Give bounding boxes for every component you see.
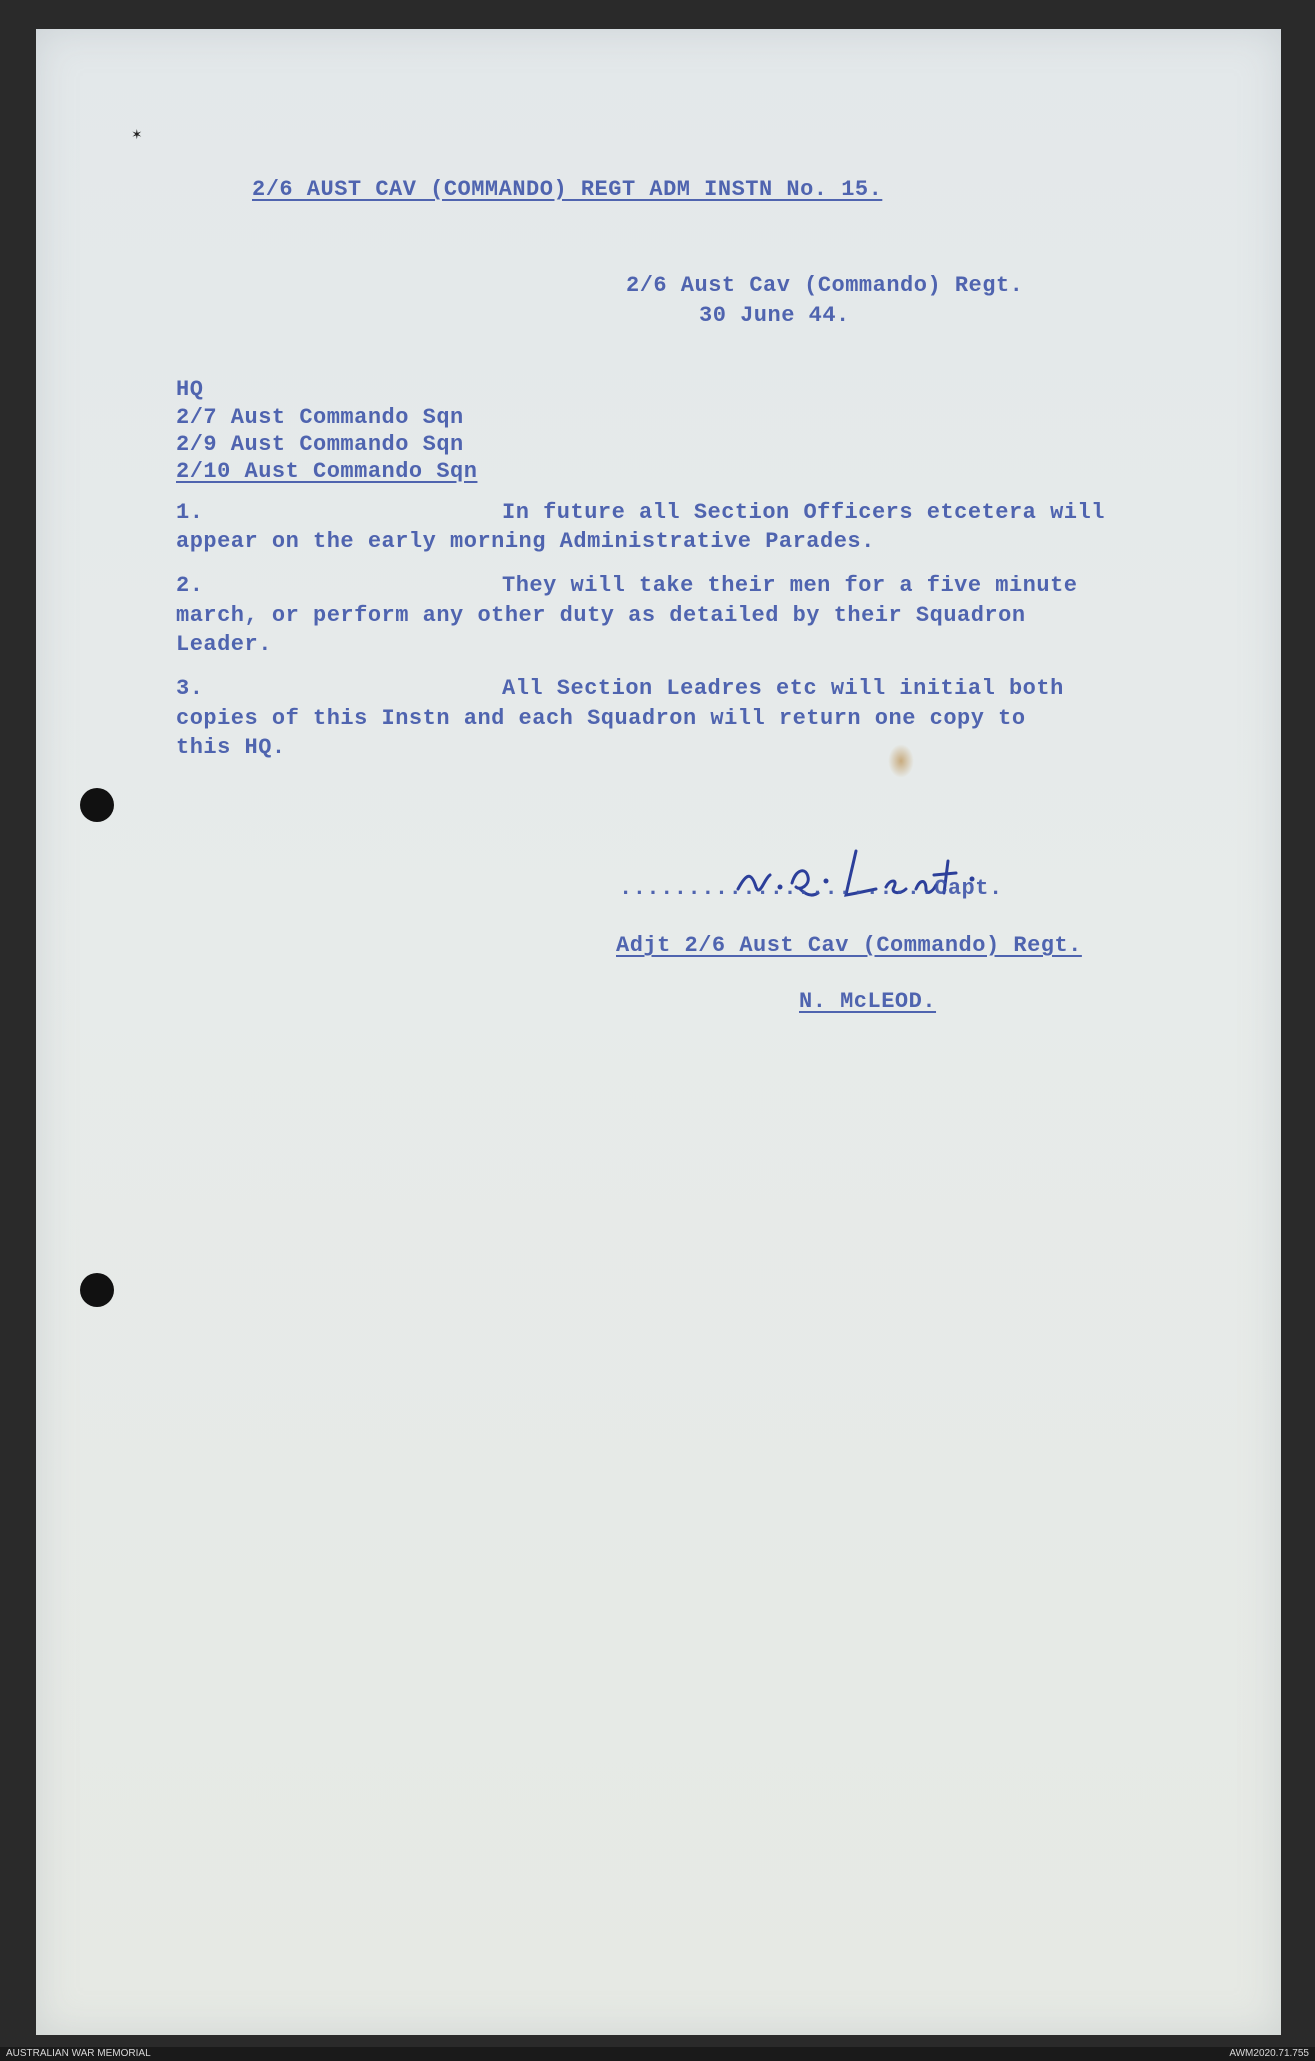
paragraph-2-line-2: march, or perform any other duty as detailed by their Squadron bbox=[176, 603, 1026, 628]
paragraph-1-line-1: In future all Section Officers etcetera will bbox=[502, 500, 1105, 525]
addressee-2-10-sqn: 2/10 Aust Commando Sqn bbox=[176, 459, 478, 484]
paragraph-3-line-1: All Section Leadres etc will initial both bbox=[502, 676, 1064, 701]
paragraph-1-number: 1. bbox=[176, 500, 204, 525]
footer-accession-number: AWM2020.71.755 bbox=[1229, 2048, 1309, 2059]
paper-sheet bbox=[36, 29, 1281, 2035]
addressee-2-9-sqn: 2/9 Aust Commando Sqn bbox=[176, 432, 464, 457]
footer-institution: AUSTRALIAN WAR MEMORIAL bbox=[6, 2048, 151, 2059]
from-unit: 2/6 Aust Cav (Commando) Regt. bbox=[626, 273, 1024, 298]
addressee-hq: HQ bbox=[176, 377, 204, 402]
archive-footer bbox=[0, 2047, 1315, 2061]
document-heading: 2/6 AUST CAV (COMMANDO) REGT ADM INSTN No. 15. bbox=[252, 177, 883, 202]
signatory-role: Adjt 2/6 Aust Cav (Commando) Regt. bbox=[616, 933, 1082, 958]
paragraph-3-line-3: this HQ. bbox=[176, 735, 286, 760]
signature-line: .......................Capt. bbox=[619, 876, 1003, 901]
paragraph-2-line-3: Leader. bbox=[176, 632, 272, 657]
paragraph-2-number: 2. bbox=[176, 573, 204, 598]
addressee-2-7-sqn: 2/7 Aust Commando Sqn bbox=[176, 405, 464, 430]
paragraph-2-line-1: They will take their men for a five minute bbox=[502, 573, 1078, 598]
punch-hole-top bbox=[80, 788, 114, 822]
signatory-name: N. McLEOD. bbox=[799, 989, 937, 1014]
ink-mark: ✶ bbox=[132, 126, 142, 144]
paragraph-1-line-2: appear on the early morning Administrative Parades. bbox=[176, 529, 875, 554]
punch-hole-bottom bbox=[80, 1273, 114, 1307]
paragraph-3-number: 3. bbox=[176, 676, 204, 701]
document-date: 30 June 44. bbox=[699, 303, 850, 328]
paper-stain bbox=[888, 744, 914, 778]
paragraph-3-line-2: copies of this Instn and each Squadron will return one copy to bbox=[176, 706, 1026, 731]
